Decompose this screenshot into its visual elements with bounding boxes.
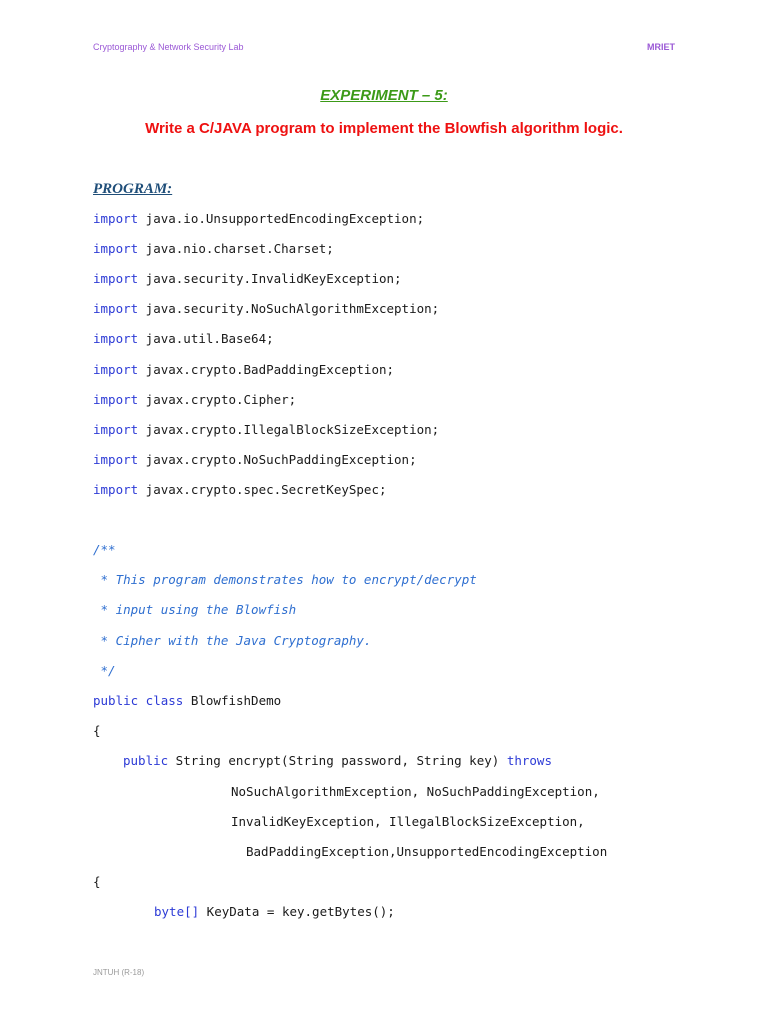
- open-brace: {: [93, 723, 101, 738]
- import-line: [93, 210, 424, 228]
- import-path: java.security.InvalidKeyException;: [138, 271, 402, 286]
- header-institute: MRIET: [647, 42, 675, 52]
- import-line: [93, 361, 394, 379]
- import-keyword: import: [93, 452, 139, 467]
- class-declaration: [93, 692, 281, 710]
- footer-regulation: JNTUH (R-18): [93, 968, 145, 977]
- import-line: [93, 270, 402, 288]
- import-keyword: import: [93, 301, 139, 316]
- import-keyword: import: [93, 362, 139, 377]
- comment-line: /**: [93, 542, 116, 557]
- import-line: [93, 391, 296, 409]
- throws-line: InvalidKeyException, IllegalBlockSizeException,: [231, 814, 585, 829]
- import-path: java.security.NoSuchAlgorithmException;: [138, 301, 440, 316]
- import-keyword: import: [93, 392, 139, 407]
- import-line: [93, 481, 387, 499]
- import-path: java.util.Base64;: [138, 331, 274, 346]
- byte-statement: KeyData = key.getBytes();: [199, 904, 395, 919]
- throws-keyword: throws: [506, 753, 552, 768]
- import-line: [93, 240, 334, 258]
- import-path: javax.crypto.BadPaddingException;: [138, 362, 395, 377]
- byte-line: [154, 903, 395, 921]
- experiment-title: EXPERIMENT – 5:: [320, 87, 448, 104]
- comment-line: * This program demonstrates how to encrypt/decrypt: [93, 572, 477, 587]
- byte-keyword: byte[]: [154, 904, 200, 919]
- import-path: javax.crypto.Cipher;: [138, 392, 297, 407]
- import-line: [93, 421, 439, 439]
- import-path: java.io.UnsupportedEncodingException;: [138, 211, 425, 226]
- import-line: [93, 451, 417, 469]
- import-keyword: import: [93, 422, 139, 437]
- method-signature: [123, 752, 552, 770]
- class-keyword: public class: [93, 693, 184, 708]
- throws-line: NoSuchAlgorithmException, NoSuchPaddingException,: [231, 784, 600, 799]
- import-path: javax.crypto.NoSuchPaddingException;: [138, 452, 417, 467]
- import-line: [93, 330, 274, 348]
- import-keyword: import: [93, 211, 139, 226]
- import-keyword: import: [93, 241, 139, 256]
- program-label: PROGRAM:: [93, 181, 173, 197]
- comment-line: * Cipher with the Java Cryptography.: [93, 633, 372, 648]
- import-keyword: import: [93, 271, 139, 286]
- header-course-title: Cryptography & Network Security Lab: [93, 42, 244, 52]
- open-brace: {: [93, 874, 101, 889]
- class-name: BlowfishDemo: [183, 693, 282, 708]
- import-path: javax.crypto.IllegalBlockSizeException;: [138, 422, 440, 437]
- import-path: javax.crypto.spec.SecretKeySpec;: [138, 482, 387, 497]
- import-line: [93, 300, 439, 318]
- experiment-aim: Write a C/JAVA program to implement the Blowfish algorithm logic.: [145, 120, 623, 137]
- import-path: java.nio.charset.Charset;: [138, 241, 334, 256]
- import-keyword: import: [93, 331, 139, 346]
- public-keyword: public: [123, 753, 169, 768]
- throws-line: BadPaddingException,UnsupportedEncodingException: [246, 844, 608, 859]
- import-keyword: import: [93, 482, 139, 497]
- method-sig: String encrypt(String password, String key): [168, 753, 507, 768]
- comment-line: */: [93, 663, 116, 678]
- comment-line: * input using the Blowfish: [93, 602, 297, 617]
